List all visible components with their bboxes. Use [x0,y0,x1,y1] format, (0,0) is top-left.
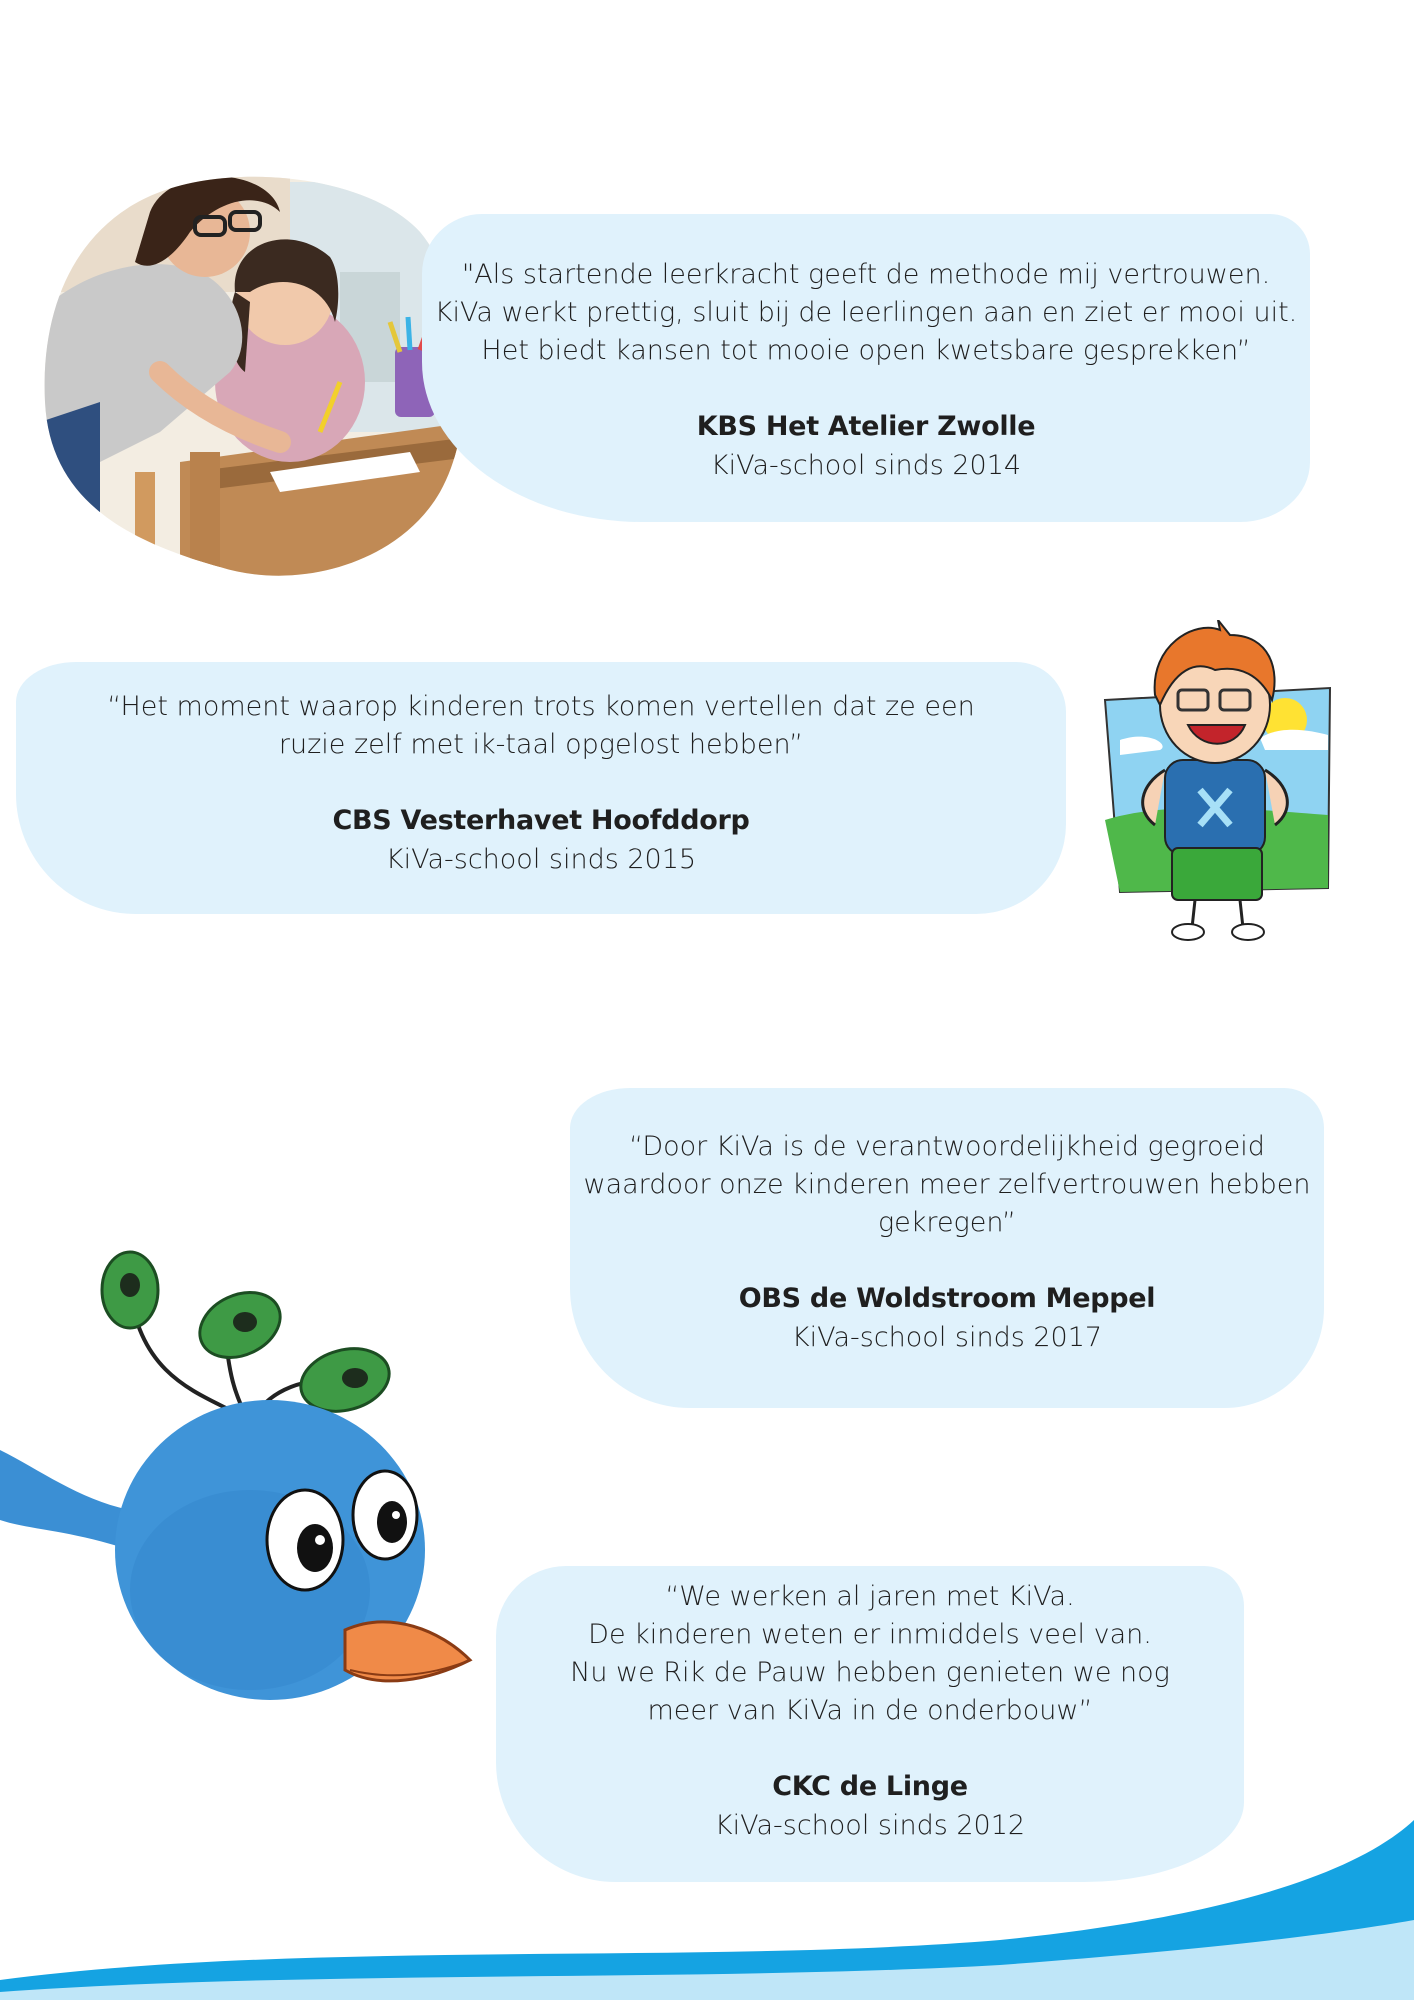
bottom-wave-decoration [0,1820,1414,2000]
quote-line: Nu we Rik de Pauw hebben genieten we nog [570,1657,1170,1688]
quote-line: gekregen” [877,1207,1016,1238]
quote-line: "Als startende leerkracht geeft de methode mij vertrouwen. [461,259,1271,290]
testimonial-quote [422,256,1310,370]
kiva-since: KiVa-school sinds 2017 [791,1322,1103,1353]
quote-line: “Het moment waarop kinderen trots komen vertellen dat ze een [107,691,975,722]
quote-line: meer van KiVa in de onderbouw” [647,1695,1093,1726]
kiva-since: KiVa-school sinds 2012 [714,1810,1026,1841]
quote-line: “Door KiVa is de verantwoordelijkheid gegroeid [629,1131,1265,1162]
testimonial-quote [570,1128,1324,1242]
quote-line: De kinderen weten er inmiddels veel van. [588,1619,1152,1650]
blue-peacock-illustration [0,1230,480,1730]
testimonial-card-2 [16,662,1066,914]
quote-line: ruzie zelf met ik-taal opgelost hebben” [278,729,804,760]
cartoon-boy-illustration [1100,620,1340,950]
testimonial-card-3 [570,1088,1324,1408]
school-name: CBS Vesterhavet Hoofddorp [332,805,750,836]
quote-line: “We werken al jaren met KiVa. [665,1581,1075,1612]
testimonial-quote [16,688,1066,764]
kiva-since: KiVa-school sinds 2015 [385,844,697,875]
school-name: CKC de Linge [772,1771,968,1802]
quote-line: KiVa werkt prettig, sluit bij de leerlingen aan en ziet er mooi uit. [434,297,1298,328]
teacher-child-photo [40,172,470,582]
testimonial-quote [496,1578,1244,1730]
school-name: KBS Het Atelier Zwolle [696,411,1036,442]
testimonial-card-1 [422,214,1310,522]
kiva-since: KiVa-school sinds 2014 [710,450,1022,481]
school-name: OBS de Woldstroom Meppel [738,1283,1156,1314]
quote-line: waardoor onze kinderen meer zelfvertrouwen hebben [583,1169,1311,1200]
quote-line: Het biedt kansen tot mooie open kwetsbare gesprekken” [481,335,1251,366]
